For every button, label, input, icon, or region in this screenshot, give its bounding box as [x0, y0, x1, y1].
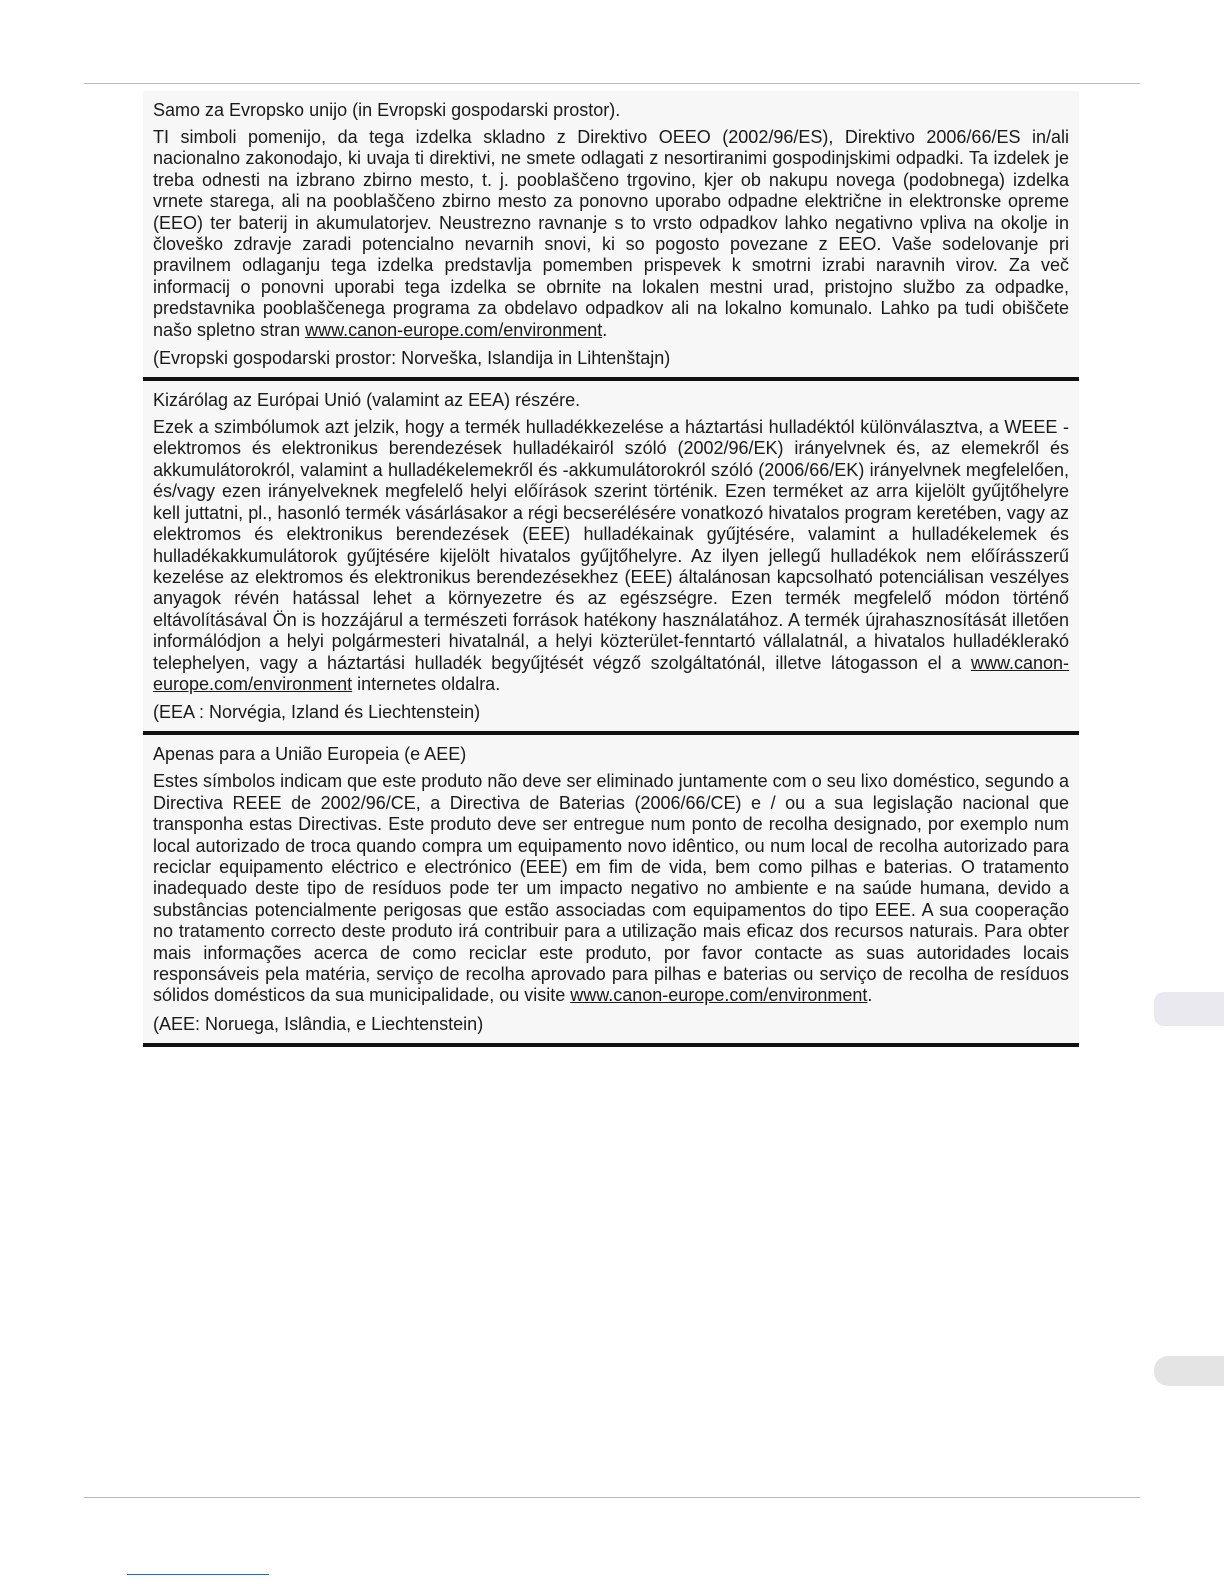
section-body-text: Estes símbolos indicam que este produto não deve ser eliminado juntamente com o seu lixo doméstico, segundo a Directiva REEE de 2002/96/CE, a Directiva de Baterias (2006/66/CE) e / ou a sua legislação nacional que transponha estas Directivas. Este produto deve ser entregue num ponto de recolha designado, por exemplo num local autorizado de troca quando compra um equipamento novo idêntico, ou num local de recolha autorizado para reciclar equipamento eléctrico e electrónico (EEE) em fim de vida, bem como pilhas e baterias. O tratamento inadequado deste tipo de resíduos pode ter um impacto negativo no ambiente e na saúde humana, devido a substâncias potencialmente perigosas que estão associadas com equipamentos do tipo EEE. A sua cooperação no tratamento correcto deste produto irá contribuir para a utilização mais eficaz dos recursos naturais. Para obter mais informações acerca de como reciclar este produto, por favor contacte as suas autoridades locais responsáveis pela matéria, serviço de recolha aprovado para pilhas e baterias ou serviço de recolha de resíduos sólidos domésticos da sua municipalidade, ou visite	[153, 771, 1069, 1006]
section-body	[153, 127, 1069, 341]
header-rule	[84, 83, 1140, 84]
footer-link-underline	[127, 1574, 269, 1575]
footer-rule	[84, 1497, 1140, 1498]
section-slovenian	[143, 91, 1079, 381]
section-heading: Samo za Evropsko unijo (in Evropski gospodarski prostor).	[153, 100, 621, 120]
section-hungarian	[143, 381, 1079, 735]
section-body-text: TI simboli pomenijo, da tega izdelka skladno z Direktivo OEEO (2002/96/ES), Direktivo 2006/66/ES in/ali nacionalno zakonodajo, ki uvaja ti direktivi, ne smete odlagati z nesortiranimi gospodinjskimi odpadki. Ta izdelek je treba odnesti na izbrano zbirno mesto, t. j. pooblaščeno trgovino, kjer ob nakupu novega (podobnega) izdelka vrnete starega, ali na pooblaščeno zbirno mesto za ponovno uporabo odpadne električne in elektronske opreme (EEO) ter baterij in akumulatorjev. Neustrezno ravnanje s to vrsto odpadkov lahko negativno vpliva na okolje in človeško zdravje zaradi potencialno nevarnih snovi, ki so pogosto povezane z EEO. Vaše sodelovanje pri pravilnem odlaganju tega izdelka predstavlja pomemben prispevek k smotrni izrabi naravnih virov. Za več informacij o ponovni uporabi tega izdelka se obrnite na lokalen mestni urad, pristojno službo za odpadke, predstavnika pooblaščenega programa za obdelavo odpadkov ali na lokalno komunalo. Lahko pa tudi obiščete našo spletno stran	[153, 127, 1069, 340]
section-note: (Evropski gospodarski prostor: Norveška, Islandija in Lihtenštajn)	[153, 348, 671, 369]
section-heading: Kizárólag az Európai Unió (valamint az EEA) részére.	[153, 390, 581, 411]
section-body-tail: .	[602, 319, 608, 340]
section-body-tail: internetes oldalra.	[352, 673, 501, 694]
section-note: (AEE: Noruega, Islândia, e Liechtenstein)	[153, 1013, 484, 1034]
section-note: (EEA : Norvégia, Izland és Liechtenstein)	[153, 702, 481, 723]
section-body	[153, 417, 1069, 695]
side-index-tab[interactable]	[1154, 992, 1224, 1026]
section-body	[153, 771, 1069, 1006]
section-body-tail: .	[867, 985, 873, 1006]
environment-link[interactable]: www.canon-europe.com/environment	[305, 319, 603, 340]
side-nav-tab[interactable]	[1154, 1356, 1224, 1386]
document-content	[143, 91, 1079, 1047]
environment-link[interactable]: www.canon-europe.com/environment	[153, 652, 1069, 694]
environment-link[interactable]: www.canon-europe.com/environment	[570, 985, 868, 1006]
section-heading: Apenas para a União Europeia (e AEE)	[153, 744, 467, 765]
section-portuguese	[143, 735, 1079, 1046]
section-body-text: Ezek a szimbólumok azt jelzik, hogy a termék hulladékkezelése a háztartási hulladéktól különválasztva, a WEEE - elektromos és elektronikus berendezések hulladékairól szóló (2002/96/EK) irányelvnek és, az elemekről és akkumulátorokról, valamint a hulladékelemekről és -akkumulátorokról szóló (2006/66/EK) irányelvnek megfelelően, és/vagy ezen irányelveknek megfelelő helyi előírások szerint történik. Ezen terméket az arra kijelölt gyűjtőhelyre kell juttatni, pl., hasonló termék vásárlásakor a régi becserélésére vonatkozó hivatalos program keretében, vagy az elektromos és elektronikus berendezések (EEE) hulladékainak gyűjtésére, valamint a hulladékelemek és hulladékakkumulátorok gyűjtésére kijelölt hivatalos gyűjtőhelyre. Az ilyen jellegű hulladékok nem előírásszerű kezelése az elektromos és elektronikus berendezésekhez (EEE) általánosan kapcsolható potenciálisan veszélyes anyagok révén hatással lehet a környezetre és az egészségre. Ezen termék megfelelő módon történő eltávolításával Ön is hozzájárul a természeti források hatékony használatához. A termék újrahasznosítását illetően informálódjon a helyi polgármesteri hivatalnál, a helyi közterület-fenntartó vállalatnál, a hivatalos hulladéklerakó telephelyen, vagy a háztartási hulladék begyűjtését végző szolgáltatónál, illetve látogasson el a	[153, 417, 1069, 673]
